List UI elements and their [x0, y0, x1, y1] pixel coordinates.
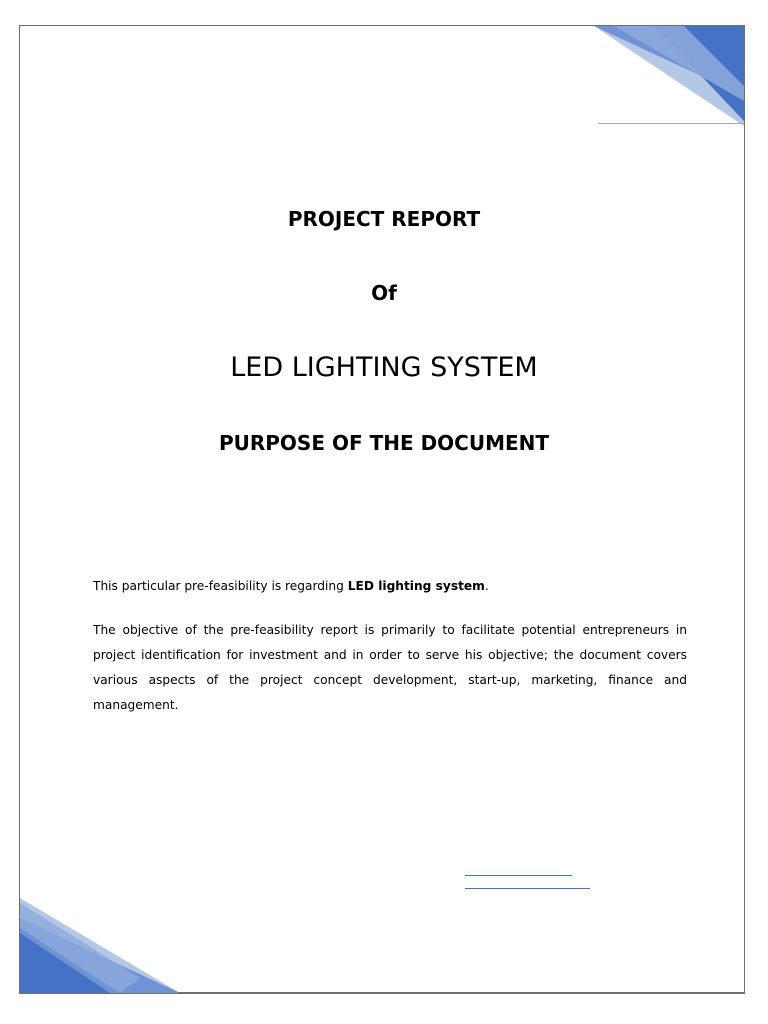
report-title-of: Of — [371, 281, 397, 305]
top-right-corner-decoration — [594, 26, 744, 126]
footer-rule — [178, 992, 745, 993]
page-frame — [19, 25, 745, 994]
header-rule — [598, 123, 745, 124]
intro-suffix: . — [484, 579, 489, 593]
intro-prefix: This particular pre-feasibility is regarding — [93, 579, 348, 593]
intro-paragraph — [93, 574, 687, 599]
signature-line — [465, 875, 572, 876]
section-heading: PURPOSE OF THE DOCUMENT — [218, 431, 550, 455]
objective-paragraph: The objective of the pre-feasibility report is primarily to facilitate potential entrepreneurs in project identification for investment and in order to serve his objective; the document covers various aspects of the project concept development, start-up, marketing, finance and management. — [93, 623, 687, 712]
signature-line-2 — [465, 888, 590, 889]
report-subject: LED LIGHTING SYSTEM — [230, 352, 538, 383]
report-title: PROJECT REPORT — [287, 207, 481, 231]
intro-subject: LED lighting system — [347, 579, 485, 593]
bottom-left-corner-decoration — [20, 898, 180, 993]
